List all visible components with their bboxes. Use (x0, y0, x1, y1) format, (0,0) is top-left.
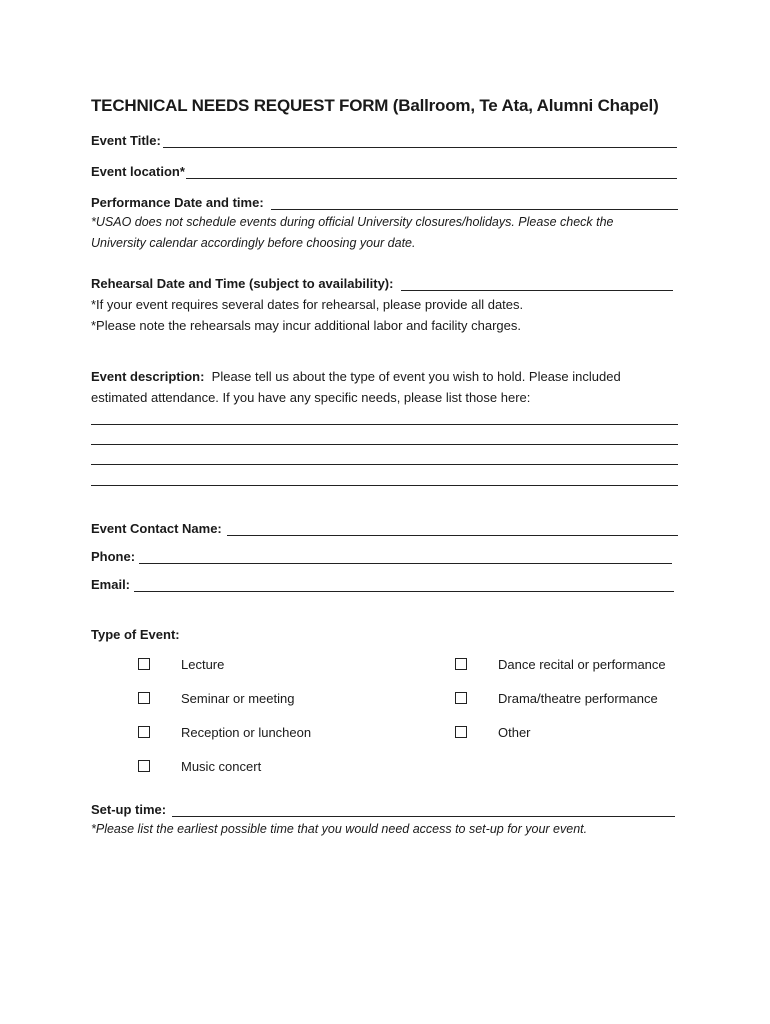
email-field[interactable] (134, 591, 674, 592)
rehearsal-note-line-2: *Please note the rehearsals may incur additional labor and facility charges. (91, 318, 521, 333)
description-line-2[interactable] (91, 444, 678, 445)
description-line-4[interactable] (91, 485, 678, 486)
description-line-3[interactable] (91, 464, 678, 465)
performance-note-line-2: University calendar accordingly before choosing your date. (91, 236, 416, 250)
option-music-concert: Music concert (181, 759, 262, 774)
option-other: Other (498, 725, 531, 740)
setup-time-field[interactable] (172, 816, 675, 817)
setup-time-note: *Please list the earliest possible time that you would need access to set-up for your event. (91, 822, 588, 836)
option-seminar: Seminar or meeting (181, 691, 295, 706)
email-label: Email: (91, 577, 131, 592)
performance-date-field[interactable] (271, 209, 678, 210)
checkbox-drama[interactable] (455, 692, 467, 704)
performance-note-line-1: *USAO does not schedule events during official University closures/holidays. Please check the (91, 215, 614, 229)
checkbox-reception[interactable] (138, 726, 150, 738)
checkbox-seminar[interactable] (138, 692, 150, 704)
option-lecture: Lecture (181, 657, 225, 672)
option-drama: Drama/theatre performance (498, 691, 658, 706)
contact-name-field[interactable] (227, 535, 678, 536)
rehearsal-date-field[interactable] (401, 290, 673, 291)
event-location-field[interactable] (186, 178, 677, 179)
event-description-line-1 (91, 369, 621, 384)
option-reception: Reception or luncheon (181, 725, 312, 740)
contact-name-label: Event Contact Name: (91, 521, 222, 536)
setup-time-label: Set-up time: (91, 802, 167, 817)
event-description-text-1: Please tell us about the type of event you wish to hold. Please included (211, 369, 621, 384)
form-title: TECHNICAL NEEDS REQUEST FORM (Ballroom, Te Ata, Alumni Chapel) (91, 96, 659, 115)
checkbox-lecture[interactable] (138, 658, 150, 670)
event-description-label: Event description: (91, 369, 205, 384)
checkbox-dance-recital[interactable] (455, 658, 467, 670)
event-title-label: Event Title: (91, 133, 161, 148)
description-line-1[interactable] (91, 424, 678, 425)
option-dance-recital: Dance recital or performance (498, 657, 666, 672)
checkbox-music-concert[interactable] (138, 760, 150, 772)
event-description-text-2: estimated attendance. If you have any specific needs, please list those here: (91, 390, 531, 405)
event-title-field[interactable] (163, 147, 677, 148)
rehearsal-date-label: Rehearsal Date and Time (subject to availability): (91, 276, 394, 291)
phone-field[interactable] (139, 563, 672, 564)
phone-label: Phone: (91, 549, 136, 564)
rehearsal-note-line-1: *If your event requires several dates for rehearsal, please provide all dates. (91, 297, 524, 312)
performance-date-label: Performance Date and time: (91, 195, 264, 210)
event-location-label: Event location* (91, 164, 185, 179)
type-of-event-label: Type of Event: (91, 627, 180, 642)
checkbox-other[interactable] (455, 726, 467, 738)
